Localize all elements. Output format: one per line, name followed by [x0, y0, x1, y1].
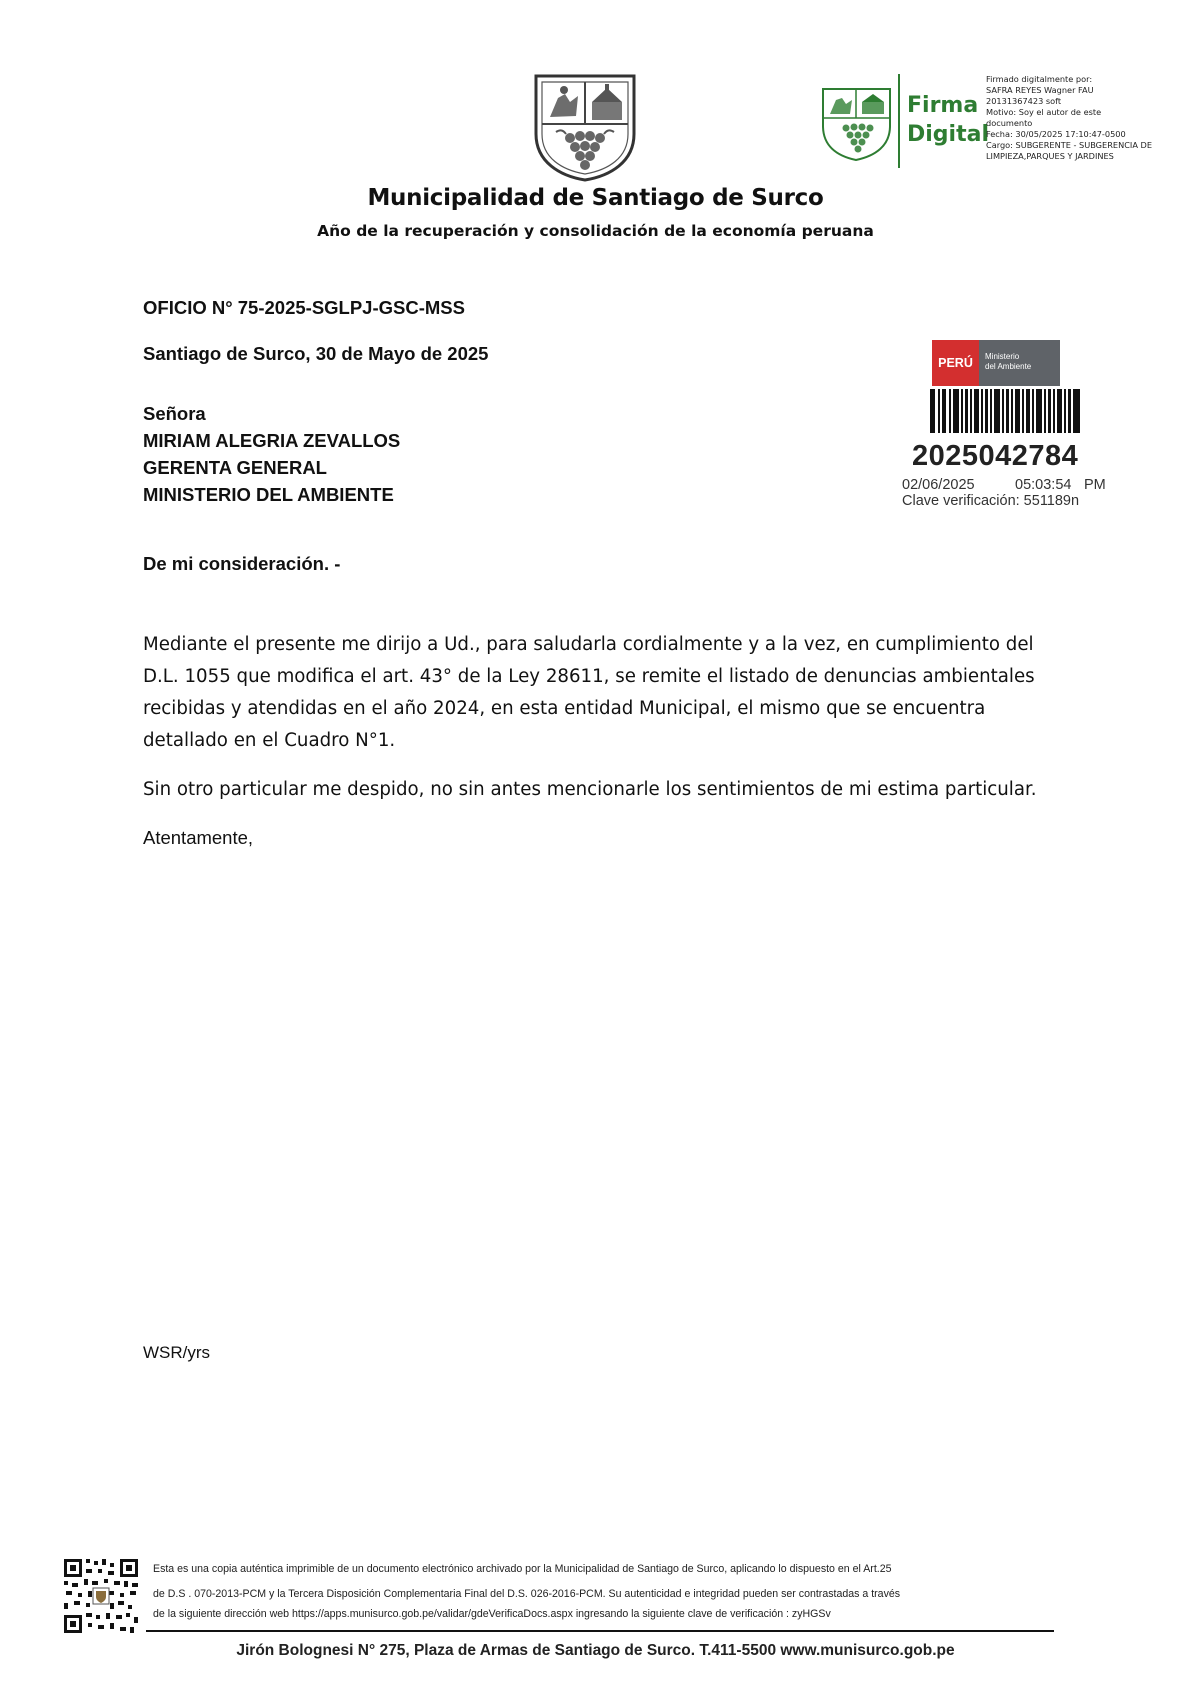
year-motto: Año de la recuperación y consolidación de la economía peruana	[317, 222, 874, 240]
greeting: De mi consideración. -	[143, 553, 341, 574]
ministry-line: del Ambiente	[985, 362, 1032, 371]
ministerio-logo	[932, 340, 1060, 386]
reference-initials: WSR/yrs	[143, 1343, 211, 1362]
firma-digital-emblem-icon	[820, 86, 910, 162]
signature-line: Motivo: Soy el autor de este	[986, 107, 1102, 117]
authenticity-notice-line: de la siguiente dirección web https://apps.munisurco.gob.pe/validar/gdeVerificaDocs.aspx ingresando la siguiente clave de verificación : zyHGSv	[153, 1608, 831, 1620]
signature-line: Firmado digitalmente por:	[986, 74, 1093, 84]
closing: Atentamente,	[143, 827, 254, 848]
signature-line: documento	[986, 118, 1033, 128]
addressee-name: MIRIAM ALEGRIA ZEVALLOS	[143, 430, 401, 451]
firma-digital-divider	[898, 74, 900, 168]
verification-key: Clave verificación: 551189n	[902, 493, 1080, 509]
ministry-label	[979, 340, 1060, 386]
municipality-title: Municipalidad de Santiago de Surco	[367, 185, 824, 211]
stamp-date: 02/06/2025	[902, 477, 975, 493]
municipal-crest-icon	[532, 72, 638, 182]
signature-line: Fecha: 30/05/2025 17:10:47-0500	[986, 129, 1126, 139]
addressee-institution: MINISTERIO DEL AMBIENTE	[143, 484, 394, 505]
paragraph-line: detallado en el Cuadro N°1.	[143, 730, 396, 751]
stamp-time: 05:03:54	[1015, 477, 1072, 493]
addressee-position: GERENTA GENERAL	[143, 457, 327, 478]
footer-address: Jirón Bolognesi N° 275, Plaza de Armas de Santiago de Surco. T.411-5500 www.munisurco.gob.pe	[236, 1642, 955, 1659]
ministry-line: Ministerio	[985, 352, 1020, 361]
barcode-icon	[930, 389, 1080, 433]
registration-number: 2025042784	[912, 440, 1079, 472]
place-date: Santiago de Surco, 30 de Mayo de 2025	[143, 343, 489, 364]
paragraph-line: Mediante el presente me dirijo a Ud., para saludarla cordialmente y a la vez, en cumplimiento del	[143, 634, 1034, 655]
signature-line: SAFRA REYES Wagner FAU	[986, 85, 1094, 95]
footer-divider	[146, 1630, 1054, 1632]
paragraph-line: D.L. 1055 que modifica el art. 43° de la Ley 28611, se remite el listado de denuncias ambientales	[143, 666, 1035, 687]
authenticity-notice-line: Esta es una copia auténtica imprimible de un documento electrónico archivado por la Municipalidad de Santiago de Surco, aplicando lo dispuesto en el Art.25	[153, 1563, 892, 1575]
firma-digital-word-digital: Digital	[907, 122, 989, 147]
paragraph-line: recibidas y atendidas en el año 2024, en esta entidad Municipal, el mismo que se encuentra	[143, 698, 986, 719]
body-paragraph-1	[143, 629, 1043, 757]
signature-line: LIMPIEZA,PARQUES Y JARDINES	[986, 151, 1114, 161]
firma-digital-word-firma: Firma	[907, 93, 979, 118]
authenticity-notice-line: de D.S . 070-2013-PCM y la Tercera Disposición Complementaria Final del D.S. 026-2016-PCM. Su autenticidad e integridad pueden ser contrastadas a través	[153, 1588, 901, 1600]
oficio-reference: OFICIO N° 75-2025-SGLPJ-GSC-MSS	[143, 297, 465, 318]
signature-line: Cargo: SUBGERENTE - SUBGERENCIA DE	[986, 140, 1153, 150]
body-paragraph-2: Sin otro particular me despido, no sin antes mencionarle los sentimientos de mi estima particular.	[143, 779, 1037, 800]
addressee-block	[143, 400, 400, 508]
digital-signature-details	[986, 74, 1186, 162]
addressee-salutation: Señora	[143, 403, 206, 424]
signature-line: 20131367423 soft	[986, 96, 1062, 106]
qr-code-icon	[62, 1557, 140, 1635]
peru-label: PERÚ	[932, 340, 979, 386]
stamp-ampm: PM	[1084, 477, 1106, 493]
